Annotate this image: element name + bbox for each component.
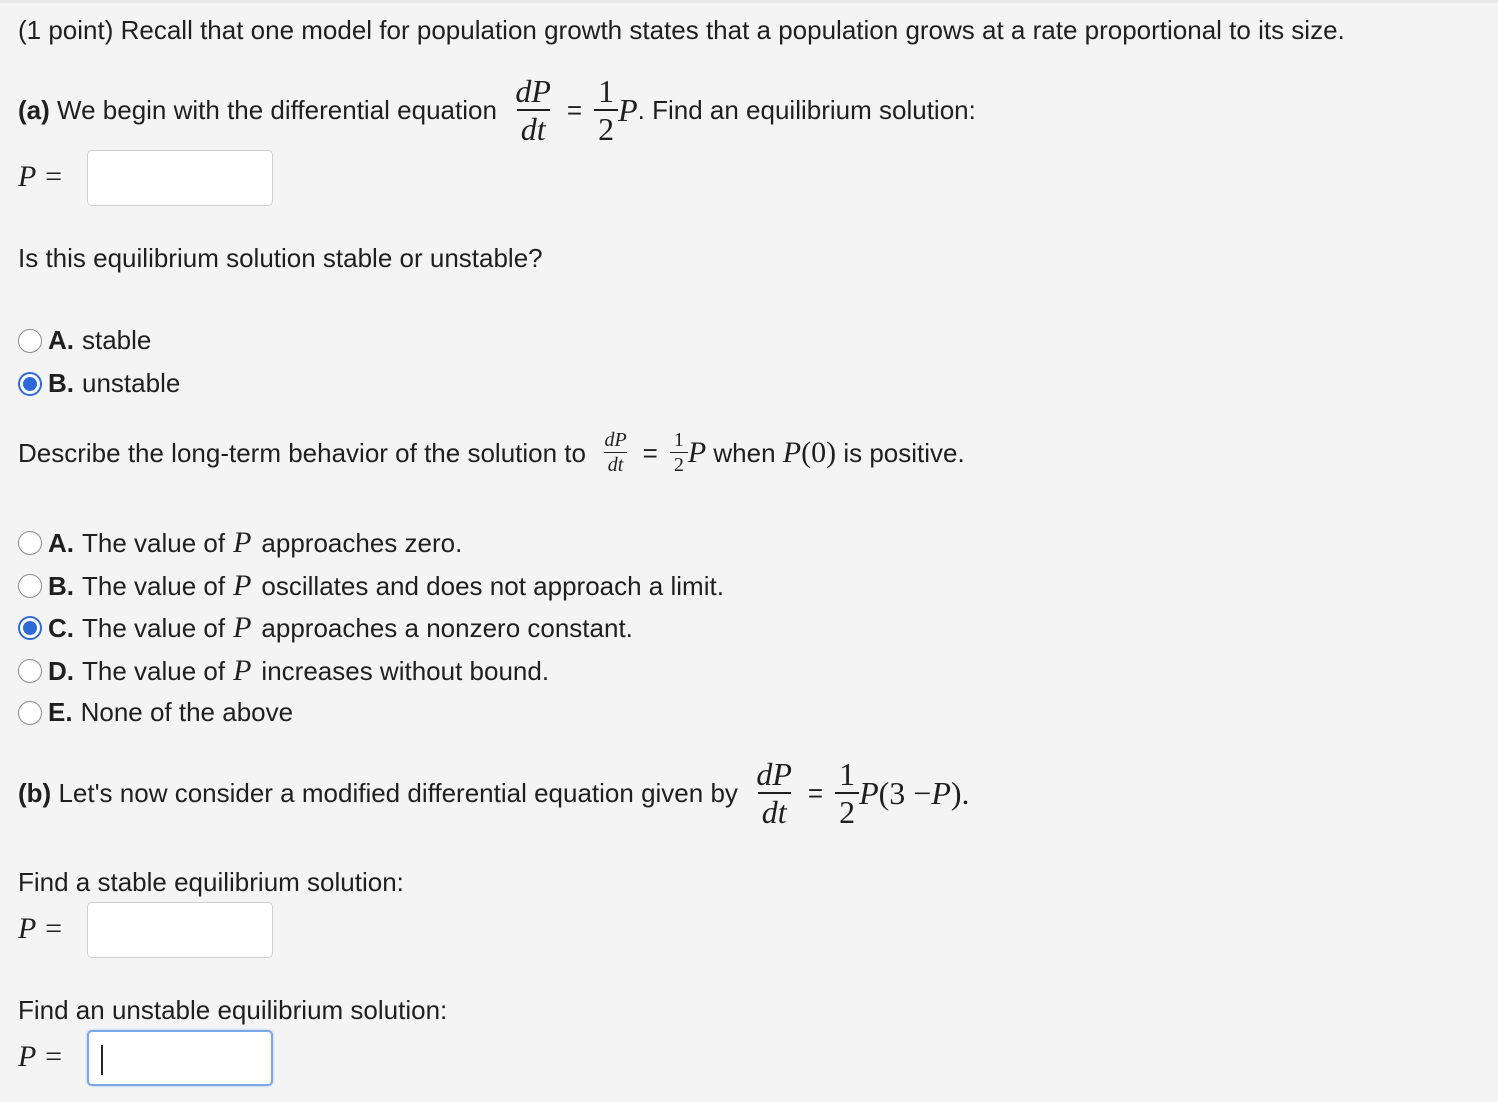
part-a-lead: We begin with the differential equation: [57, 95, 497, 125]
rhs-variable: P: [618, 92, 638, 128]
equilibrium-answer-input[interactable]: [87, 150, 273, 206]
stability-option-a[interactable]: A. stable: [18, 325, 151, 356]
derivative-fraction: [511, 75, 555, 145]
answer-a-label: P =: [18, 160, 64, 193]
stable-equilibrium-input[interactable]: [87, 902, 273, 958]
behavior-option-d[interactable]: D. The value of P increases without bound.: [18, 654, 549, 688]
behavior-lead: Describe the long-term behavior of the solution to: [18, 437, 586, 468]
radio-button[interactable]: [18, 329, 42, 353]
behavior-option-a[interactable]: A. The value of P approaches zero.: [18, 526, 462, 560]
coef-numerator: 1: [598, 73, 615, 109]
header-divider: [0, 0, 1498, 3]
behavior-option-c[interactable]: C. The value of P approaches a nonzero constant.: [18, 611, 633, 645]
radio-button[interactable]: [18, 531, 42, 555]
unstable-answer-label: P =: [18, 1040, 64, 1073]
radio-button-selected[interactable]: [18, 372, 42, 396]
small-coefficient-fraction: $\frac{1}{2}$: [670, 430, 688, 475]
frac-denominator: dt: [517, 109, 550, 145]
stability-option-b[interactable]: B. unstable: [18, 368, 180, 399]
behavior-option-e[interactable]: E. None of the above: [18, 697, 293, 728]
part-a-tail: . Find an equilibrium solution:: [637, 95, 976, 125]
part-b-statement: (b) Let's now consider a modified differential equation given by $\frac{dP}{dt}$ = $\frac{1}{2}$ P (3 − P ).: [18, 756, 970, 830]
problem-intro: (1 point) Recall that one model for population growth states that a population grows at a rate proportional to its size.: [18, 15, 1345, 45]
radio-button-selected[interactable]: [18, 616, 42, 640]
radio-button[interactable]: [18, 701, 42, 725]
stability-question: Is this equilibrium solution stable or unstable?: [18, 243, 543, 273]
behavior-option-b[interactable]: B. The value of P oscillates and does not approach a limit.: [18, 569, 724, 603]
text-caret: [101, 1045, 103, 1075]
part-b-lead: Let's now consider a modified differential equation given by: [58, 778, 738, 808]
coefficient-fraction-b: $\frac{1}{2}$: [835, 758, 859, 828]
unstable-equilibrium-input[interactable]: [87, 1030, 273, 1086]
equals-sign: =: [566, 95, 583, 125]
frac-numerator: dP: [515, 73, 551, 109]
radio-button[interactable]: [18, 574, 42, 598]
behavior-question: Describe the long-term behavior of the solution to $\frac{dP}{dt}$ = $\frac{1}{2}$ P when P (0) is positive.: [18, 429, 965, 476]
part-a-label: (a): [18, 95, 50, 125]
coefficient-fraction: [594, 75, 618, 145]
radio-button[interactable]: [18, 659, 42, 683]
derivative-fraction-b: $\frac{dP}{dt}$: [756, 756, 792, 830]
part-a-statement: [18, 75, 976, 145]
part-b-label: (b): [18, 778, 52, 808]
stable-answer-label: P =: [18, 912, 64, 945]
unstable-prompt: Find an unstable equilibrium solution:: [18, 995, 448, 1025]
stable-prompt: Find a stable equilibrium solution:: [18, 867, 404, 897]
small-derivative-fraction: $\frac{dP}{dt}$: [604, 429, 627, 476]
coef-denominator: 2: [594, 109, 618, 145]
